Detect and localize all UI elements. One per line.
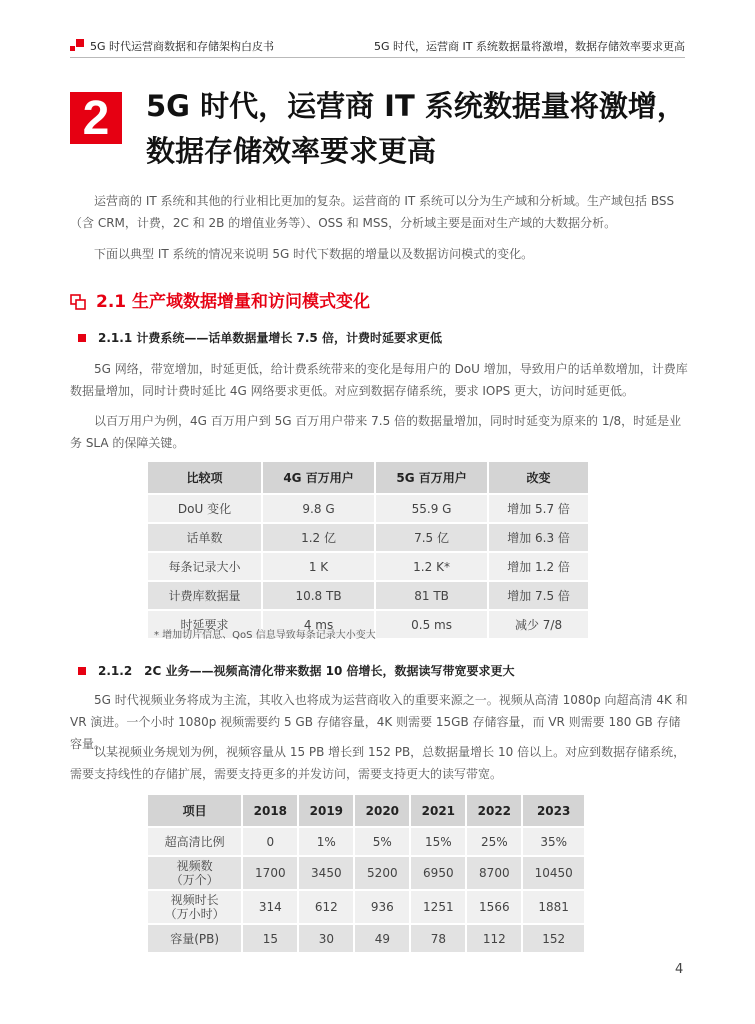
table-cell: 0 xyxy=(242,827,298,856)
table-cell: 1251 xyxy=(410,890,466,924)
table-cell: 5% xyxy=(354,827,410,856)
section-icon xyxy=(70,294,86,310)
table-cell: 25% xyxy=(466,827,522,856)
column-header: 2018 xyxy=(242,795,298,827)
table-cell: 7.5 亿 xyxy=(375,523,488,552)
table-cell: 35% xyxy=(522,827,584,856)
table-cell: 55.9 G xyxy=(375,494,488,523)
table-cell: 15 xyxy=(242,924,298,952)
page-number: 4 xyxy=(675,962,684,977)
table-cell: 增加 6.3 倍 xyxy=(488,523,588,552)
column-header: 2020 xyxy=(354,795,410,827)
table-row xyxy=(148,924,584,952)
table-row xyxy=(148,581,588,610)
bullet-square-icon xyxy=(78,667,86,675)
table-row xyxy=(148,494,588,523)
table-header-row xyxy=(148,462,588,494)
table-header-row xyxy=(148,795,584,827)
subsection-title-2: 2.1.2 2C 业务——视频高清化带来数据 10 倍增长，数据读写带宽要求更大 xyxy=(98,664,515,678)
table-cell: 1566 xyxy=(466,890,522,924)
table-row xyxy=(148,523,588,552)
table-cell: 计费库数据量 xyxy=(148,581,262,610)
column-header: 2021 xyxy=(410,795,466,827)
table-cell: 314 xyxy=(242,890,298,924)
chapter-title-line-1: 5G 时代，运营商 IT 系统数据量将激增， xyxy=(146,89,686,123)
video-paragraph-1: 5G 时代视频业务将成为主流，其收入也将成为运营商收入的重要来源之一。视频从高清 1080p 向超高清 4K 和 VR 演进。一个小时 1080p 视频需要约 5 GB 存储容量，4K 则需要 15GB 存储容量，而 VR 则需要 180 GB 存储容量。 xyxy=(70,693,688,751)
column-header: 5G 百万用户 xyxy=(375,462,488,494)
header-chapter-title: 5G 时代，运营商 IT 系统数据量将激增，数据存储效率要求更高 xyxy=(374,40,685,53)
brand-logo-icon xyxy=(70,39,84,51)
table-cell: 10.8 TB xyxy=(262,581,375,610)
billing-paragraph-1: 5G 网络，带宽增加，时延更低，给计费系统带来的变化是每用户的 DoU 增加，导致用户的话单数增加，计费库数据量增加，同时计费时延比 4G 网络要求更低。对应到数据存储系统，要求 IOPS 更大，访问时延更低。 xyxy=(70,362,688,398)
billing-comparison-table xyxy=(148,462,588,638)
table-cell: 30 xyxy=(298,924,354,952)
table-cell: 4 ms xyxy=(262,610,375,638)
table-cell: 视频数 （万个） xyxy=(148,856,242,890)
table-cell: 1700 xyxy=(242,856,298,890)
video-paragraph-2: 以某视频业务规划为例，视频容量从 15 PB 增长到 152 PB，总数据量增长 10 倍以上。对应到数据存储系统，需要支持线性的存储扩展，需要支持更多的并发访问，需要支持更大的读写带宽。 xyxy=(70,745,686,781)
column-header: 4G 百万用户 xyxy=(262,462,375,494)
running-header xyxy=(70,38,685,56)
table-cell: 1.2 亿 xyxy=(262,523,375,552)
table-cell: DoU 变化 xyxy=(148,494,262,523)
table-cell: 1 K xyxy=(262,552,375,581)
header-doc-title: 5G 时代运营商数据和存储架构白皮书 xyxy=(90,40,275,53)
table-row xyxy=(148,890,584,924)
table-cell: 49 xyxy=(354,924,410,952)
table-cell: 减少 7/8 xyxy=(488,610,588,638)
table-row xyxy=(148,552,588,581)
billing-paragraph-2: 以百万用户为例，4G 百万用户到 5G 百万用户带来 7.5 倍的数据量增加，同时时延变为原来的 1/8，时延是业务 SLA 的保障关键。 xyxy=(70,414,682,450)
section-title: 2.1 生产域数据增量和访问模式变化 xyxy=(96,292,371,312)
table-cell: 9.8 G xyxy=(262,494,375,523)
table-cell: 612 xyxy=(298,890,354,924)
table-cell: 8700 xyxy=(466,856,522,890)
table-cell: 112 xyxy=(466,924,522,952)
column-header: 项目 xyxy=(148,795,242,827)
bullet-square-icon xyxy=(78,334,86,342)
table-cell: 0.5 ms xyxy=(375,610,488,638)
table-cell: 1.2 K* xyxy=(375,552,488,581)
subsection-title-1: 2.1.1 计费系统——话单数据量增长 7.5 倍，计费时延要求更低 xyxy=(98,331,442,345)
table-cell: 时延要求 xyxy=(148,610,262,638)
table-cell: 936 xyxy=(354,890,410,924)
column-header: 2022 xyxy=(466,795,522,827)
table-cell: 3450 xyxy=(298,856,354,890)
column-header: 2023 xyxy=(522,795,584,827)
chapter-title-line-2: 数据存储效率要求更高 xyxy=(146,134,437,168)
table-cell: 增加 5.7 倍 xyxy=(488,494,588,523)
table-cell: 话单数 xyxy=(148,523,262,552)
table-cell: 10450 xyxy=(522,856,584,890)
table-cell: 视频时长 （万小时） xyxy=(148,890,242,924)
video-plan-table xyxy=(148,795,584,952)
table-cell: 每条记录大小 xyxy=(148,552,262,581)
intro-paragraph-1: 运营商的 IT 系统和其他的行业相比更加的复杂。运营商的 IT 系统可以分为生产域和分析域。生产域包括 BSS（含 CRM，计费，2C 和 2B 的增值业务等）、OSS 和 MSS，分析域主要是面对生产域的大数据分析。 xyxy=(70,194,675,230)
table-cell: 5200 xyxy=(354,856,410,890)
table-cell: 6950 xyxy=(410,856,466,890)
chapter-number: 2 xyxy=(70,92,122,144)
table-cell: 1881 xyxy=(522,890,584,924)
table-cell: 超高清比例 xyxy=(148,827,242,856)
table-cell: 78 xyxy=(410,924,466,952)
column-header: 改变 xyxy=(488,462,588,494)
table-footnote: * 增加切片信息、QoS 信息导致每条记录大小变大 xyxy=(154,630,376,641)
intro-paragraph-2: 下面以典型 IT 系统的情况来说明 5G 时代下数据的增量以及数据访问模式的变化。 xyxy=(94,247,534,261)
column-header: 2019 xyxy=(298,795,354,827)
chapter-title xyxy=(146,84,706,174)
table-cell: 增加 1.2 倍 xyxy=(488,552,588,581)
table-cell: 容量(PB) xyxy=(148,924,242,952)
column-header: 比较项 xyxy=(148,462,262,494)
table-row xyxy=(148,856,584,890)
table-cell: 增加 7.5 倍 xyxy=(488,581,588,610)
table-cell: 81 TB xyxy=(375,581,488,610)
table-cell: 152 xyxy=(522,924,584,952)
table-row xyxy=(148,827,584,856)
header-divider xyxy=(70,57,685,58)
table-cell: 15% xyxy=(410,827,466,856)
table-cell: 1% xyxy=(298,827,354,856)
